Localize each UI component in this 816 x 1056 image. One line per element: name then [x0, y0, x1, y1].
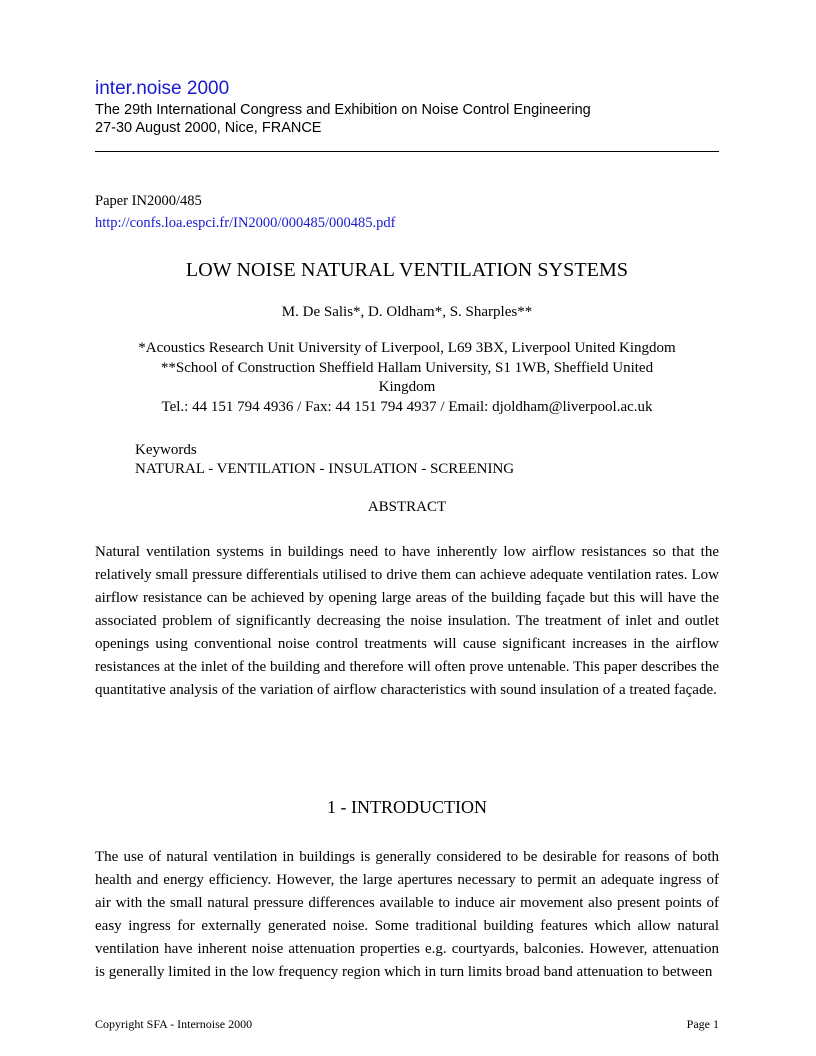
- paper-url-link[interactable]: http://confs.loa.espci.fr/IN2000/000485/000485.pdf: [95, 215, 396, 231]
- authors: M. De Salis*, D. Oldham*, S. Sharples**: [281, 304, 533, 320]
- conference-full-title: The 29th International Congress and Exhibition on Noise Control Engineering: [95, 102, 591, 118]
- introduction-text: The use of natural ventilation in buildings is generally considered to be desirable for reasons of both health and energy efficiency. However, the large apertures necessary to permit an adequate ingress of air with the small natural pressure differences available to induce air movement also present points of easy ingress for externally generated noise. Some traditional building features which allow natural ventilation have inherent noise attenuation properties e.g. courtyards, balconies. However, attenuation is generally limited in the low frequency region which in turn limits broad band attenuation to between: [95, 849, 719, 980]
- affiliation-line: *Acoustics Research Unit University of Liverpool, L69 3BX, Liverpool United Kingdom: [138, 340, 676, 356]
- affiliation-line: **School of Construction Sheffield Hallam University, S1 1WB, Sheffield United: [160, 359, 654, 376]
- introduction-heading: 1 - INTRODUCTION: [327, 797, 487, 817]
- header-divider: [95, 151, 719, 152]
- paper-id: Paper IN2000/485: [95, 193, 202, 209]
- conference-date-location: 27-30 August 2000, Nice, FRANCE: [95, 120, 322, 136]
- contact-line: Tel.: 44 151 794 4936 / Fax: 44 151 794 4937 / Email: djoldham@liverpool.ac.uk: [161, 398, 653, 415]
- keywords-value: NATURAL - VENTILATION - INSULATION - SCREENING: [135, 461, 515, 477]
- page-footer: [95, 1017, 719, 1032]
- affiliations: [95, 339, 719, 417]
- abstract-text: Natural ventilation systems in buildings need to have inherently low airflow resistances so that the relatively small pressure differentials utilised to drive them can achieve adequate ventilation rates. Low airflow resistance can be achieved by opening large areas of the building façade but this will have the associated problem of significantly decreasing the noise insulation. The treatment of inlet and outlet openings using conventional noise control treatments will cause significant increases in the airflow resistances at the inlet of the building and therefore will often prove untenable. This paper describes the quantitative analysis of the variation of airflow characteristics with sound insulation of a treated façade.: [95, 544, 719, 698]
- page-number: Page 1: [686, 1017, 719, 1031]
- conference-name: inter.noise 2000: [95, 78, 230, 99]
- keywords-label: Keywords: [135, 442, 197, 458]
- affiliation-line: Kingdom: [378, 379, 436, 395]
- footer-copyright: Copyright SFA - Internoise 2000: [95, 1017, 253, 1031]
- paper-title: LOW NOISE NATURAL VENTILATION SYSTEMS: [185, 259, 629, 281]
- keywords-block: [135, 441, 514, 479]
- abstract-heading: ABSTRACT: [367, 499, 447, 515]
